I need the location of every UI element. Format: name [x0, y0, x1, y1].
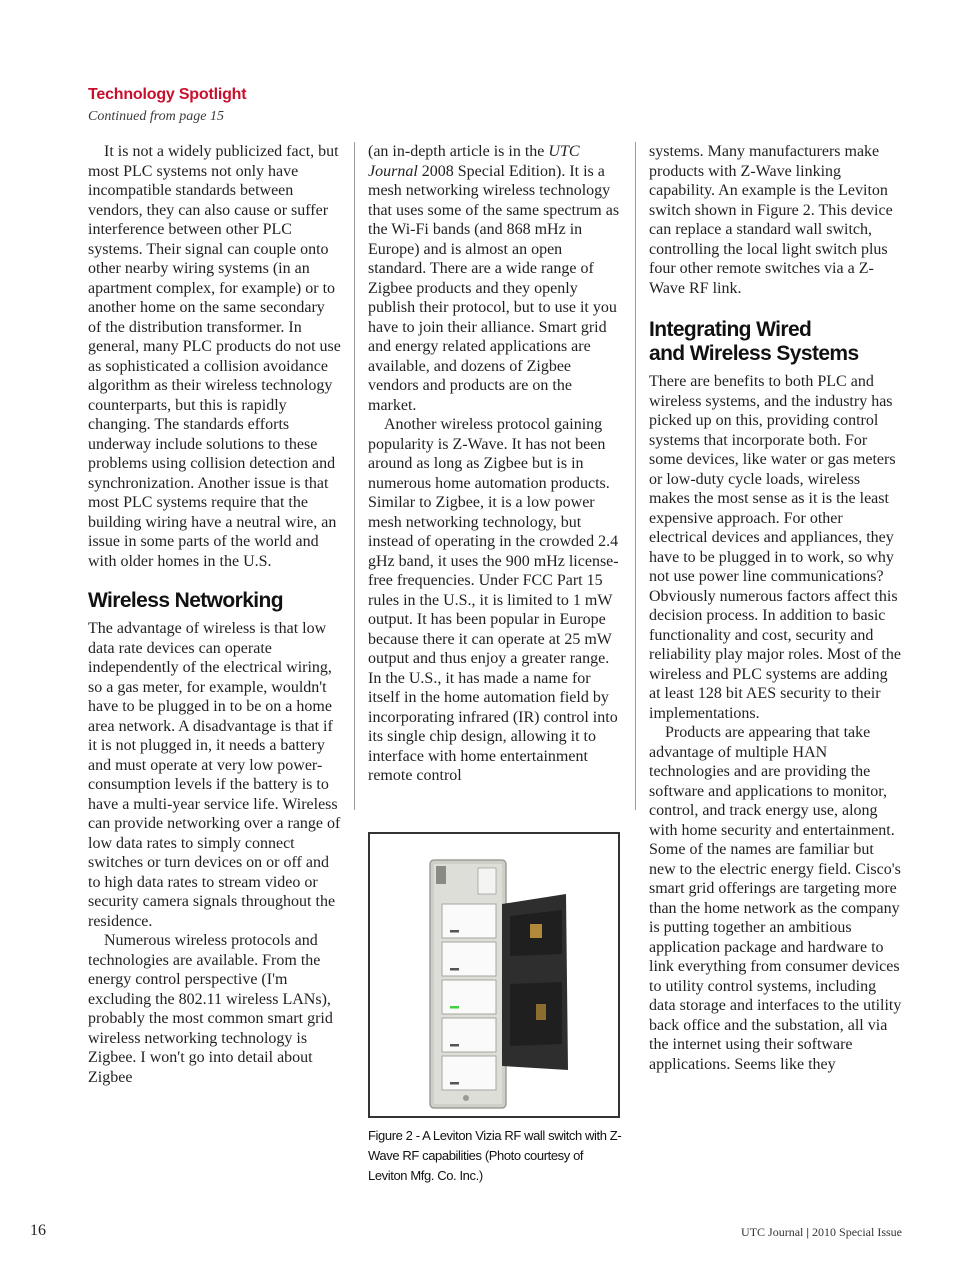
column-2 — [368, 142, 622, 786]
column-3 — [649, 142, 903, 1074]
page-number: 16 — [30, 1222, 46, 1239]
heading-line: and Wireless Systems — [649, 342, 859, 365]
paragraph — [368, 142, 622, 415]
column-1 — [88, 142, 342, 1087]
footer-separator: | — [806, 1225, 810, 1239]
journal-title: UTC Journal — [368, 143, 580, 180]
paragraph: The advantage of wireless is that low data rate devices can operate independently of the electrical wiring, so a gas meter, for example, wouldn't have to be plugged in to be on a home area network. A disadvantage is that if it is not plugged in, it needs a battery and must operate at very low power-consumption levels if the battery is to have a multi-year service life. Wireless can provide networking over a range of low data rates to simply connect switches or turn devices on or off and to high data rates to stream video or security camera signals throughout the residence. — [88, 620, 341, 930]
issue-name: 2010 Special Issue — [812, 1225, 902, 1239]
paragraph: Products are appearing that take advantage of multiple HAN technologies and are providing the software and applications to monitor, control, and track energy use, along with home security and entertainment. Some of the names are familiar but new to the electric energy field. Cisco's smart grid offerings are targeting more than the home network as the company is putting together an ambitious application package and hardware to link everything from consumer devices to utility control systems, including data storage and interfaces to the utility back office and the substation, all via the internet using their software applications. Seems like they — [649, 724, 902, 1073]
paragraph: Numerous wireless protocols and technologies are available. From the energy control perspective (I'm excluding the 802.11 wireless LANs), probably the most common smart grid wireless networking technology is Zigbee. I won't go into detail about Zigbee — [88, 932, 333, 1086]
paragraph: It is not a widely publicized fact, but most PLC systems not only have incompatible standards between vendors, they can also cause or suffer interference between other PLC systems. Their signal can couple onto other nearby wiring systems (in an apartment complex, for example) or to another home on the same secondary of the distribution transformer. In general, many PLC products do not use as sophisticated a collision avoidance algorithm as their wireless technology counterparts, but this is rapidly changing. The standards efforts underway include solutions to these problems using collision detection and synchronization. Another issue is that most PLC systems require that the building wiring have a neutral wire, an issue in some parts of the world and with older homes in the U.S. — [88, 143, 341, 570]
publication-name: UTC Journal — [741, 1225, 804, 1239]
continued-from: Continued from page 15 — [88, 109, 224, 124]
heading-line: Integrating Wired — [649, 318, 812, 341]
section-heading — [649, 318, 903, 366]
column-rule — [635, 142, 636, 810]
section-heading: Wireless Networking — [88, 589, 283, 612]
running-footer — [741, 1225, 902, 1240]
text-run: 2008 Special Edition). It is a mesh networking wireless technology that uses some of the same spectrum as the Wi-Fi bands (and 868 mHz in Europe) and is almost an open standard. There are a wide range of Zigbee products and they openly publish their protocol, but to use it you have to join their alliance. Smart grid and energy related applications are available, and dozens of Zigbee vendors and products are on the market. — [368, 162, 620, 414]
column-rule — [354, 142, 355, 810]
figure-2 — [368, 832, 620, 1118]
paragraph: There are benefits to both PLC and wireless systems, and the industry has picked up on this, providing control systems that incorporate both. For some devices, like water or gas meters or low-duty cycle loads, wireless makes the most sense as it is the least expensive approach. For other electrical devices and appliances, they have to be plugged in to work, so why not use power line communications? Obviously numerous factors affect this decision process. In addition to basic functionality and cost, security and reliability play major roles. Most of the wireless and PLC systems are adding at least 128 bit AES security to their implementations. — [649, 373, 901, 722]
paragraph: Another wireless protocol gaining popularity is Z-Wave. It has not been around as long as Zigbee but is in numerous home automation products. Similar to Zigbee, it is a low power mesh networking technology, but instead of operating in the crowded 2.4 gHz band, it uses the 900 mHz license-free frequencies. Under FCC Part 15 rules in the U.S., it is limited to 1 mW output. It has been popular in Europe because there it can operate at 25 mW output and thus enjoy a greater range. In the U.S., it has made a name for itself in the home automation field by incorporating infrared (IR) control into its single chip design, allowing it to interface with home entertainment remote control — [368, 416, 619, 784]
leviton-switch-photo — [370, 834, 618, 1116]
section-kicker: Technology Spotlight — [88, 86, 247, 103]
paragraph: systems. Many manufacturers make products with Z-Wave linking capability. An example is the Leviton switch shown in Figure 2. This device can replace a standard wall switch, controlling the local light switch plus four other remote switches via a Z-Wave RF link. — [649, 143, 893, 297]
figure-caption: Figure 2 - A Leviton Vizia RF wall switch with Z-Wave RF capabilities (Photo courtesy of Leviton Mfg. Co. Inc.) — [368, 1128, 622, 1183]
text-run: (an in-depth article is in the — [368, 143, 549, 160]
